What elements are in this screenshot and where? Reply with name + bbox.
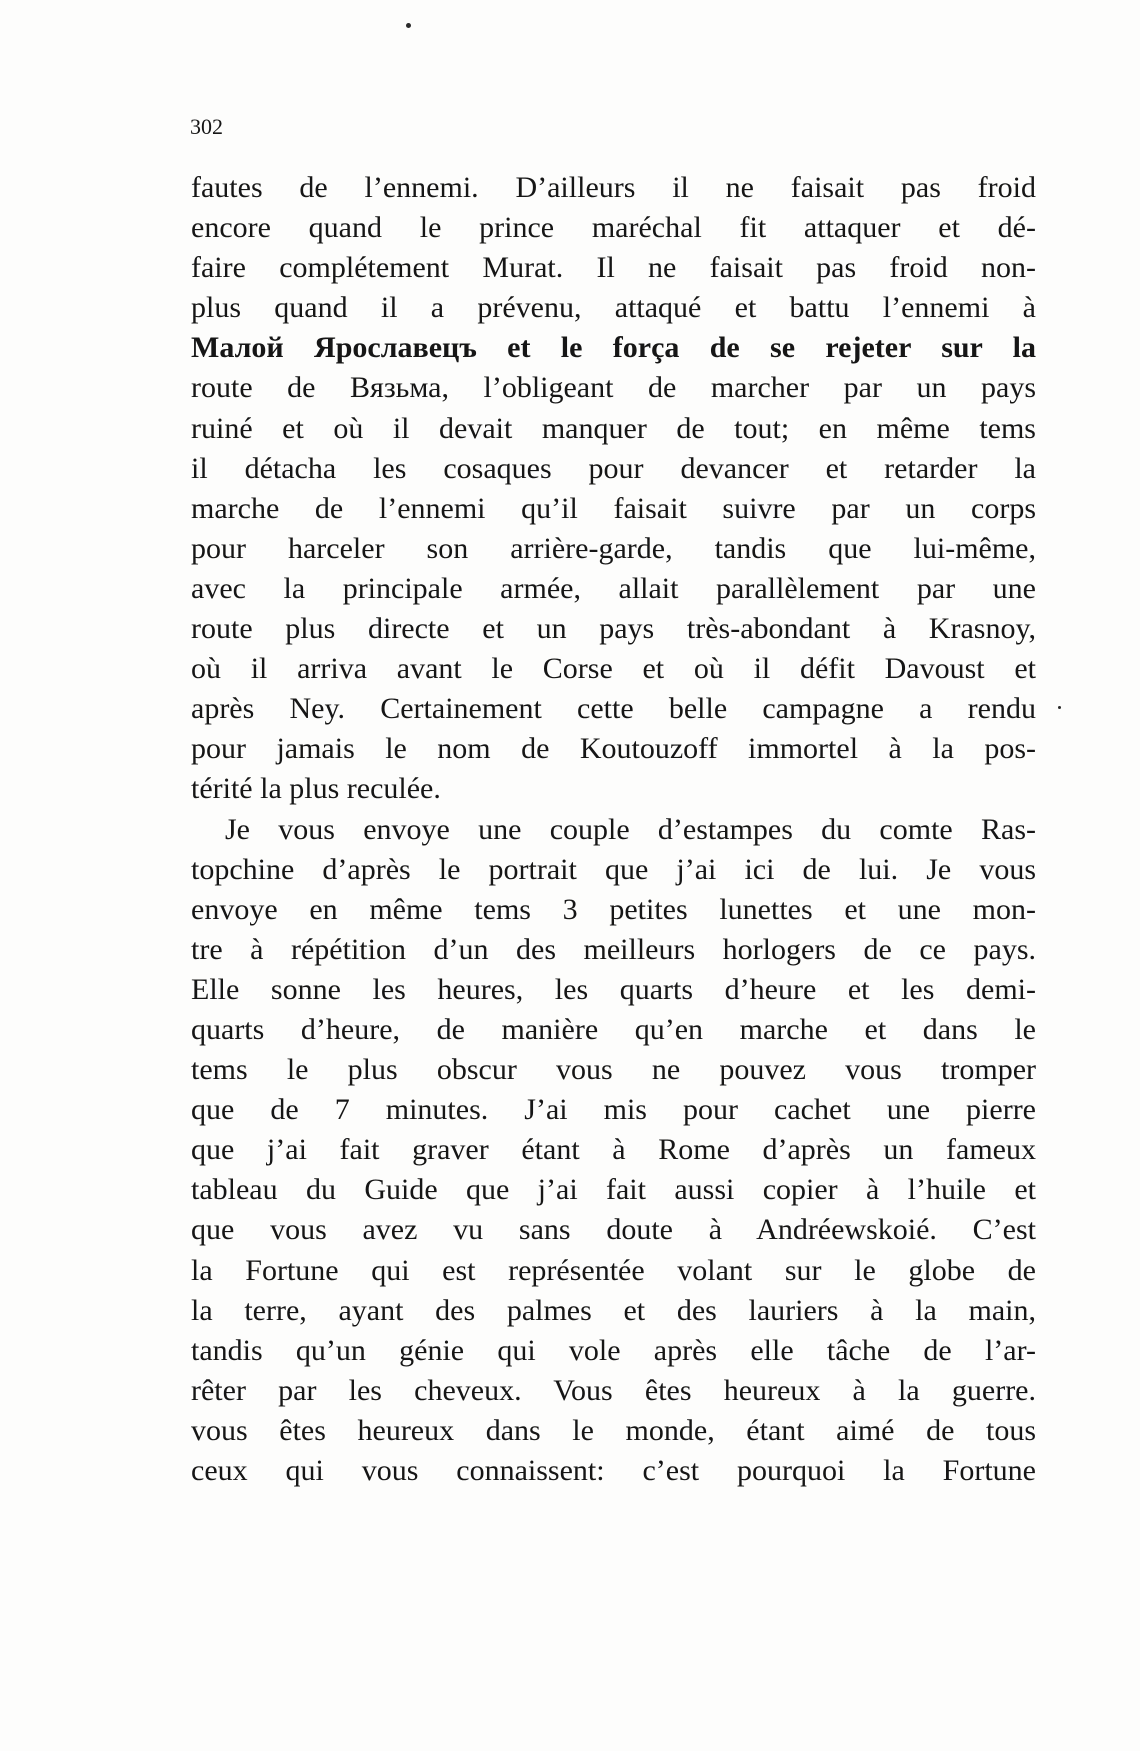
text-line: après Ney. Certainement cette belle campagne a rendu: [191, 692, 1036, 726]
text-line: tems le plus obscur vous ne pouvez vous tromper: [191, 1053, 1036, 1087]
text-line: rêter par les cheveux. Vous êtes heureux à la guerre.: [191, 1373, 1036, 1407]
paragraph-start-line: Je vous envoye une couple d’estampes du comte Ras-: [225, 812, 1036, 846]
text-line: route plus directe et un pays très-abondant à Krasnoy,: [191, 612, 1036, 646]
text-line: envoye en même tems 3 petites lunettes et une mon-: [191, 892, 1036, 926]
text-line: que de 7 minutes. J’ai mis pour cachet une pierre: [191, 1093, 1036, 1127]
text-line: Elle sonne les heures, les quarts d’heure et les demi-: [191, 972, 1036, 1006]
text-line: la Fortune qui est représentée volant sur le globe de: [191, 1253, 1036, 1287]
text-line: tableau du Guide que j’ai fait aussi copier à l’huile et: [191, 1173, 1036, 1207]
text-line: que j’ai fait graver étant à Rome d’après un fameux: [191, 1133, 1036, 1167]
text-line: que vous avez vu sans doute à Andréewskoié. C’est: [191, 1213, 1036, 1247]
text-line: ruiné et où il devait manquer de tout; en même tems: [191, 411, 1036, 445]
text-line: topchine d’après le portrait que j’ai ici de lui. Je vous: [191, 852, 1036, 886]
ink-speck: [1058, 706, 1061, 709]
text-line: Малой Ярославецъ et le força de se rejeter sur la: [191, 331, 1036, 365]
text-line: tre à répétition d’un des meilleurs horlogers de ce pays.: [191, 932, 1036, 966]
text-line: faire complétement Murat. Il ne faisait pas froid non-: [191, 251, 1036, 285]
text-line: encore quand le prince maréchal fit attaquer et dé-: [191, 211, 1036, 245]
text-line: avec la principale armée, allait parallèlement par une: [191, 571, 1036, 605]
text-line: il détacha les cosaques pour devancer et retarder la: [191, 451, 1036, 485]
text-line: quarts d’heure, de manière qu’en marche et dans le: [191, 1012, 1036, 1046]
text-line: pour jamais le nom de Koutouzoff immortel à la pos-: [191, 732, 1036, 766]
text-line: où il arriva avant le Corse et où il défit Davoust et: [191, 652, 1036, 686]
text-line: la terre, ayant des palmes et des lauriers à la main,: [191, 1293, 1036, 1327]
text-line: pour harceler son arrière-garde, tandis que lui-même,: [191, 531, 1036, 565]
body-text: [191, 168, 1036, 1491]
text-line: route de Вязьма, l’obligeant de marcher par un pays: [191, 371, 1036, 405]
text-line: marche de l’ennemi qu’il faisait suivre par un corps: [191, 491, 1036, 525]
paragraph-end-line: térité la plus reculée.: [191, 772, 441, 806]
text-line: ceux qui vous connaissent: c’est pourquoi la Fortune: [191, 1454, 1036, 1487]
text-line: plus quand il a prévenu, attaqué et battu l’ennemi à: [191, 291, 1036, 325]
text-line: fautes de l’ennemi. D’ailleurs il ne faisait pas froid: [191, 171, 1036, 204]
ink-speck: [406, 23, 411, 28]
text-line: vous êtes heureux dans le monde, étant aimé de tous: [191, 1413, 1036, 1447]
text-line: tandis qu’un génie qui vole après elle tâche de l’ar-: [191, 1333, 1036, 1367]
page-number: 302: [190, 114, 223, 139]
